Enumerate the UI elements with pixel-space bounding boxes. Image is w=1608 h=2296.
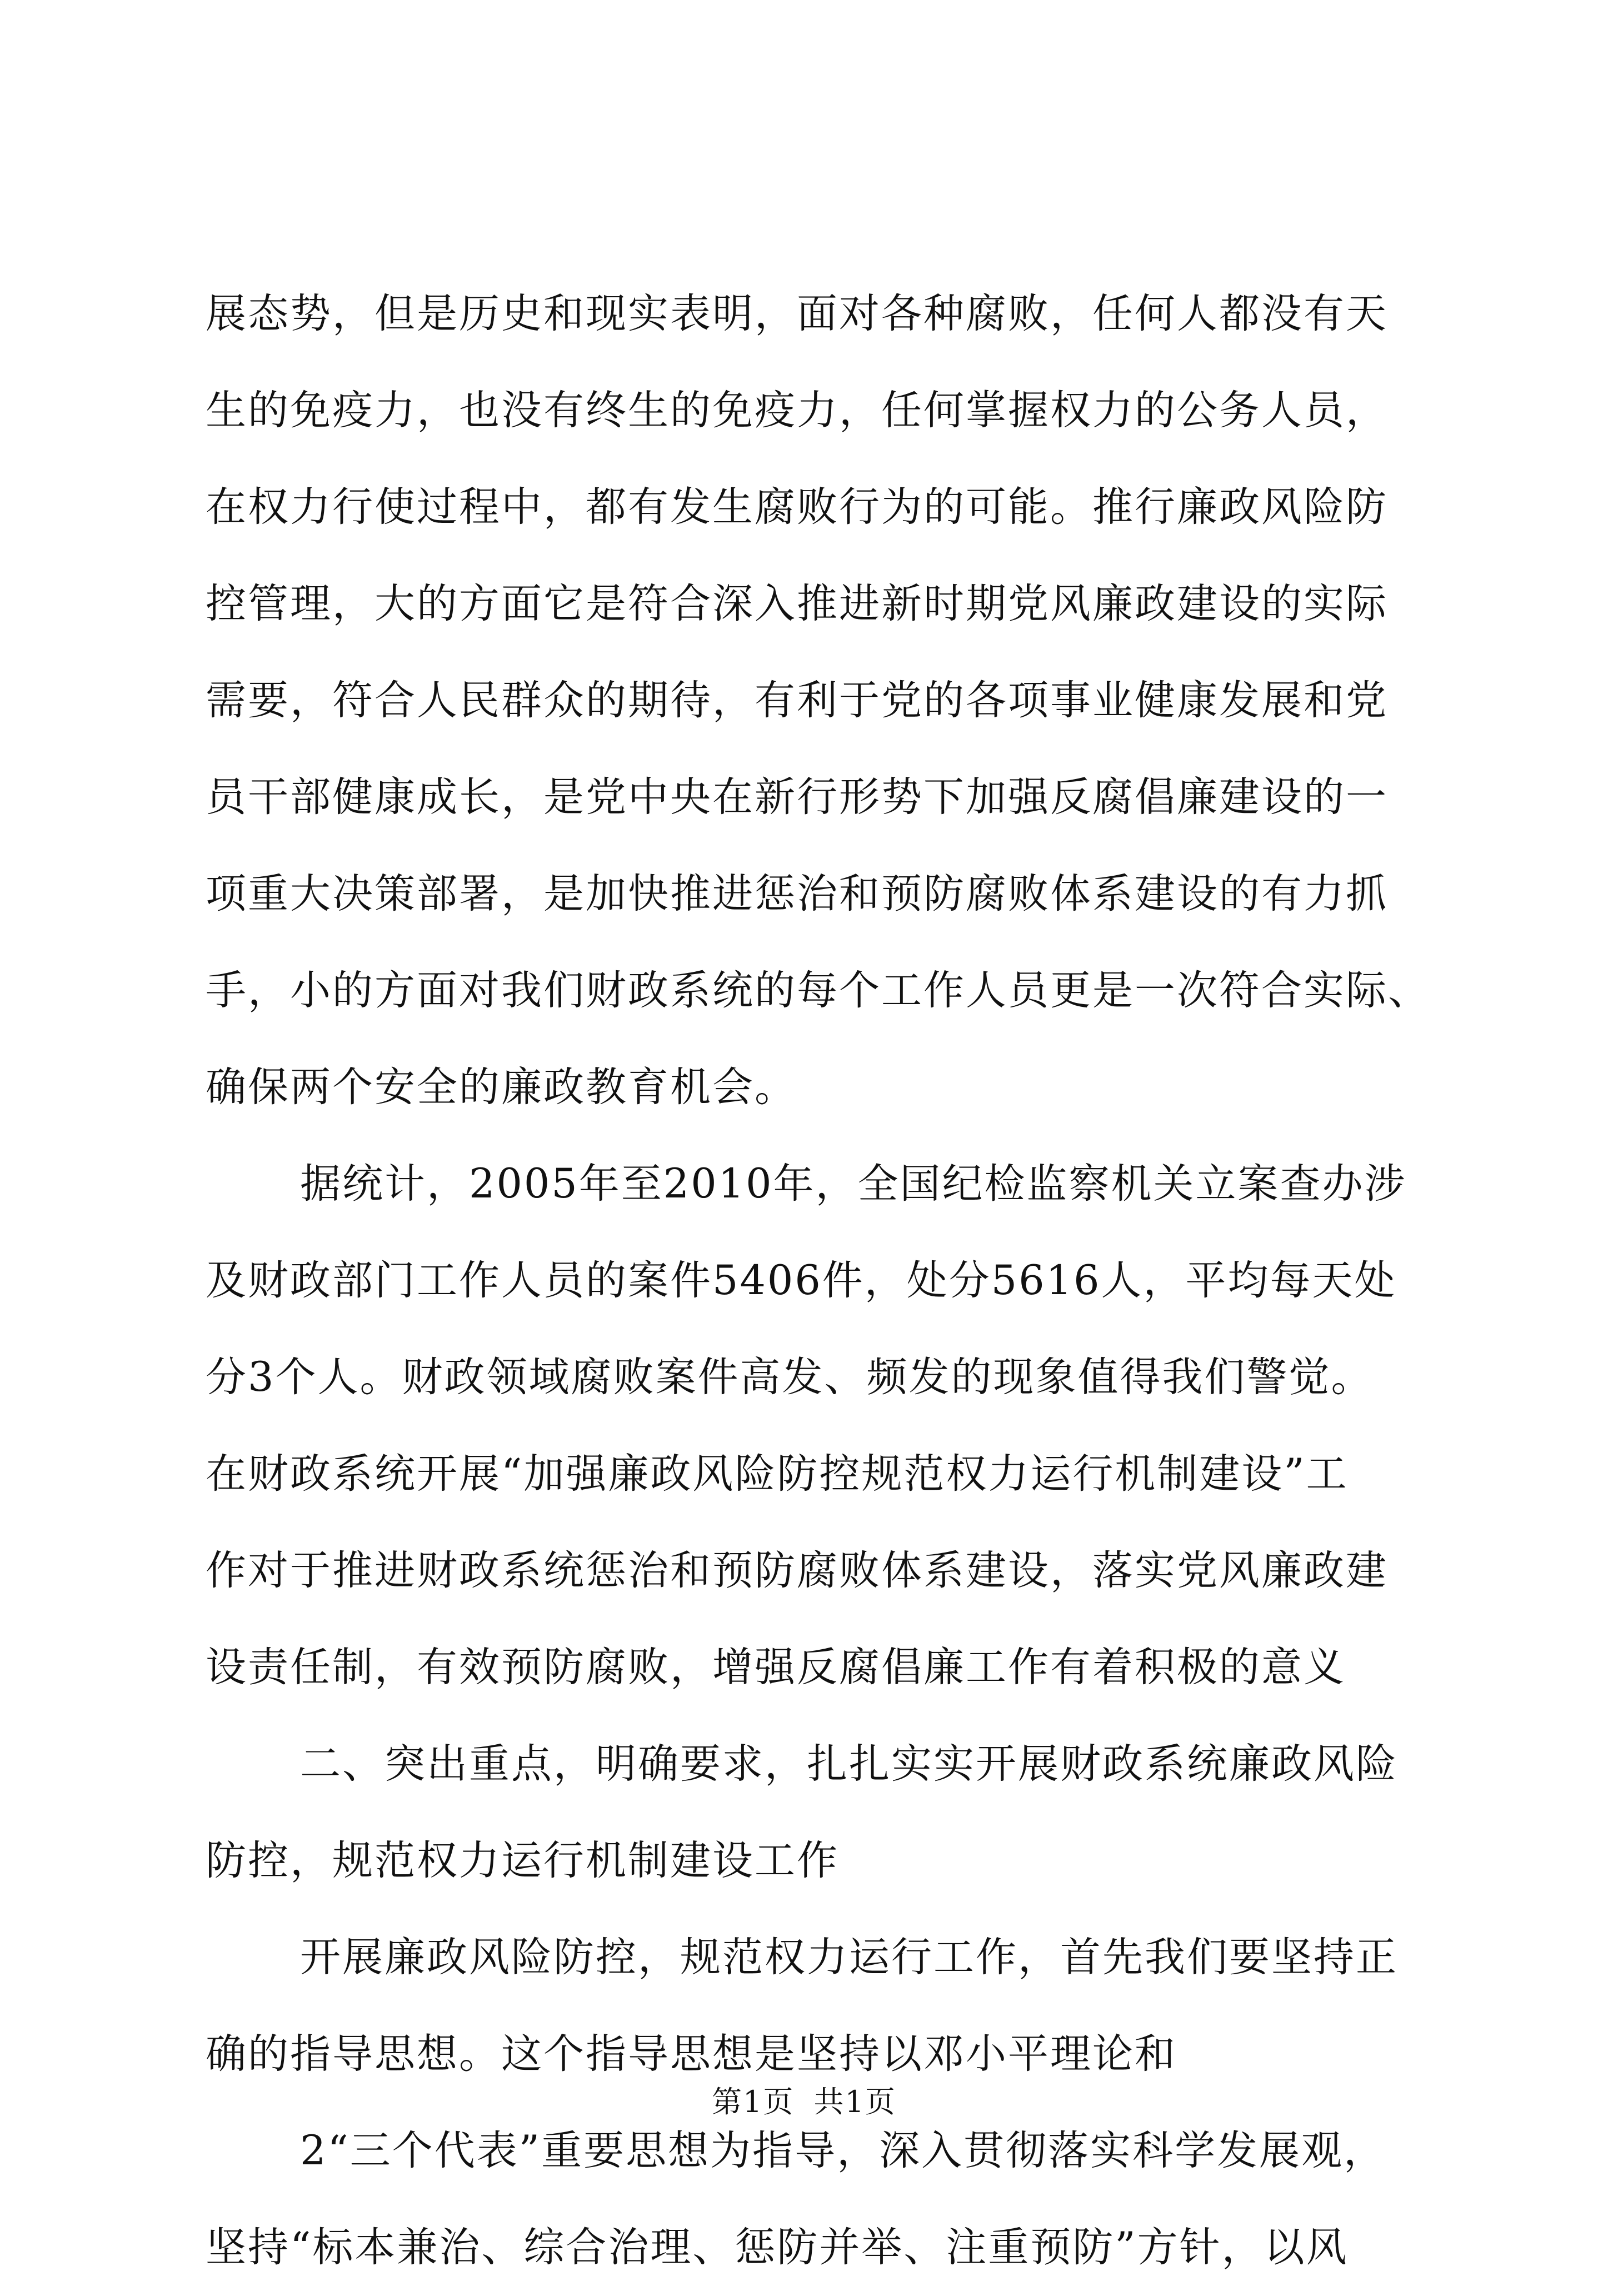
text-line-7: 项重大决策部署，是加快推进惩治和预防腐败体系建设的有力抓 [206, 870, 1388, 917]
text-line-15: 设责任制，有效预防腐败，增强反腐倡廉工作有着积极的意义 [206, 1644, 1346, 1691]
text-line-1: 展态势，但是历史和现实表明，面对各种腐败，任何人都没有天 [206, 290, 1388, 337]
text-line-11: 及财政部门工作人员的案件5406件，处分5616人，平均每天处 [206, 1257, 1397, 1304]
section-heading-line-1: 二、突出重点，明确要求，扎扎实实开展财政系统廉政风险 [300, 1740, 1398, 1788]
body-text [206, 266, 1430, 2296]
text-line-6: 员干部健康成长，是党中央在新行形势下加强反腐倡廉建设的一 [206, 773, 1388, 821]
text-line-18: 开展廉政风险防控，规范权力运行工作，首先我们要坚持正 [300, 1934, 1398, 1981]
text-line-8: 手，小的方面对我们财政系统的每个工作人员更是一次符合实际、 [206, 967, 1430, 1014]
text-line-20: 2“三个代表”重要思想为指导，深入贯彻落实科学发展观， [300, 2127, 1386, 2174]
text-line-2: 生的免疫力，也没有终生的免疫力，任何掌握权力的公务人员， [206, 387, 1388, 434]
page-footer [0, 2078, 1608, 2121]
text-line-12: 分3个人。财政领域腐败案件高发、频发的现象值得我们警觉。 [206, 1354, 1374, 1401]
text-line-21: 坚持“标本兼治、综合治理、惩防并举、注重预防”方针，以风 [206, 2224, 1349, 2271]
text-line-5: 需要，符合人民群众的期待，有利于党的各项事业健康发展和党 [206, 677, 1388, 724]
text-line-19: 确的指导思想。这个指导思想是坚持以邓小平理论和 [206, 2030, 1177, 2078]
text-line-10: 据统计，2005年至2010年，全国纪检监察机关立案查办涉 [300, 1160, 1407, 1207]
section-heading-line-2: 防控，规范权力运行机制建设工作 [206, 1837, 839, 1884]
text-line-13: 在财政系统开展“加强廉政风险防控规范权力运行机制建设”工 [206, 1450, 1349, 1498]
text-line-3: 在权力行使过程中，都有发生腐败行为的可能。推行廉政风险防 [206, 483, 1388, 531]
text-line-14: 作对于推进财政系统惩治和预防腐败体系建设，落实党风廉政建 [206, 1547, 1388, 1594]
page-total: 共1页 [813, 2084, 896, 2119]
page-number: 第1页 [712, 2084, 795, 2119]
text-line-4: 控管理，大的方面它是符合深入推进新时期党风廉政建设的实际 [206, 580, 1388, 627]
text-line-9: 确保两个安全的廉政教育机会。 [206, 1064, 797, 1111]
